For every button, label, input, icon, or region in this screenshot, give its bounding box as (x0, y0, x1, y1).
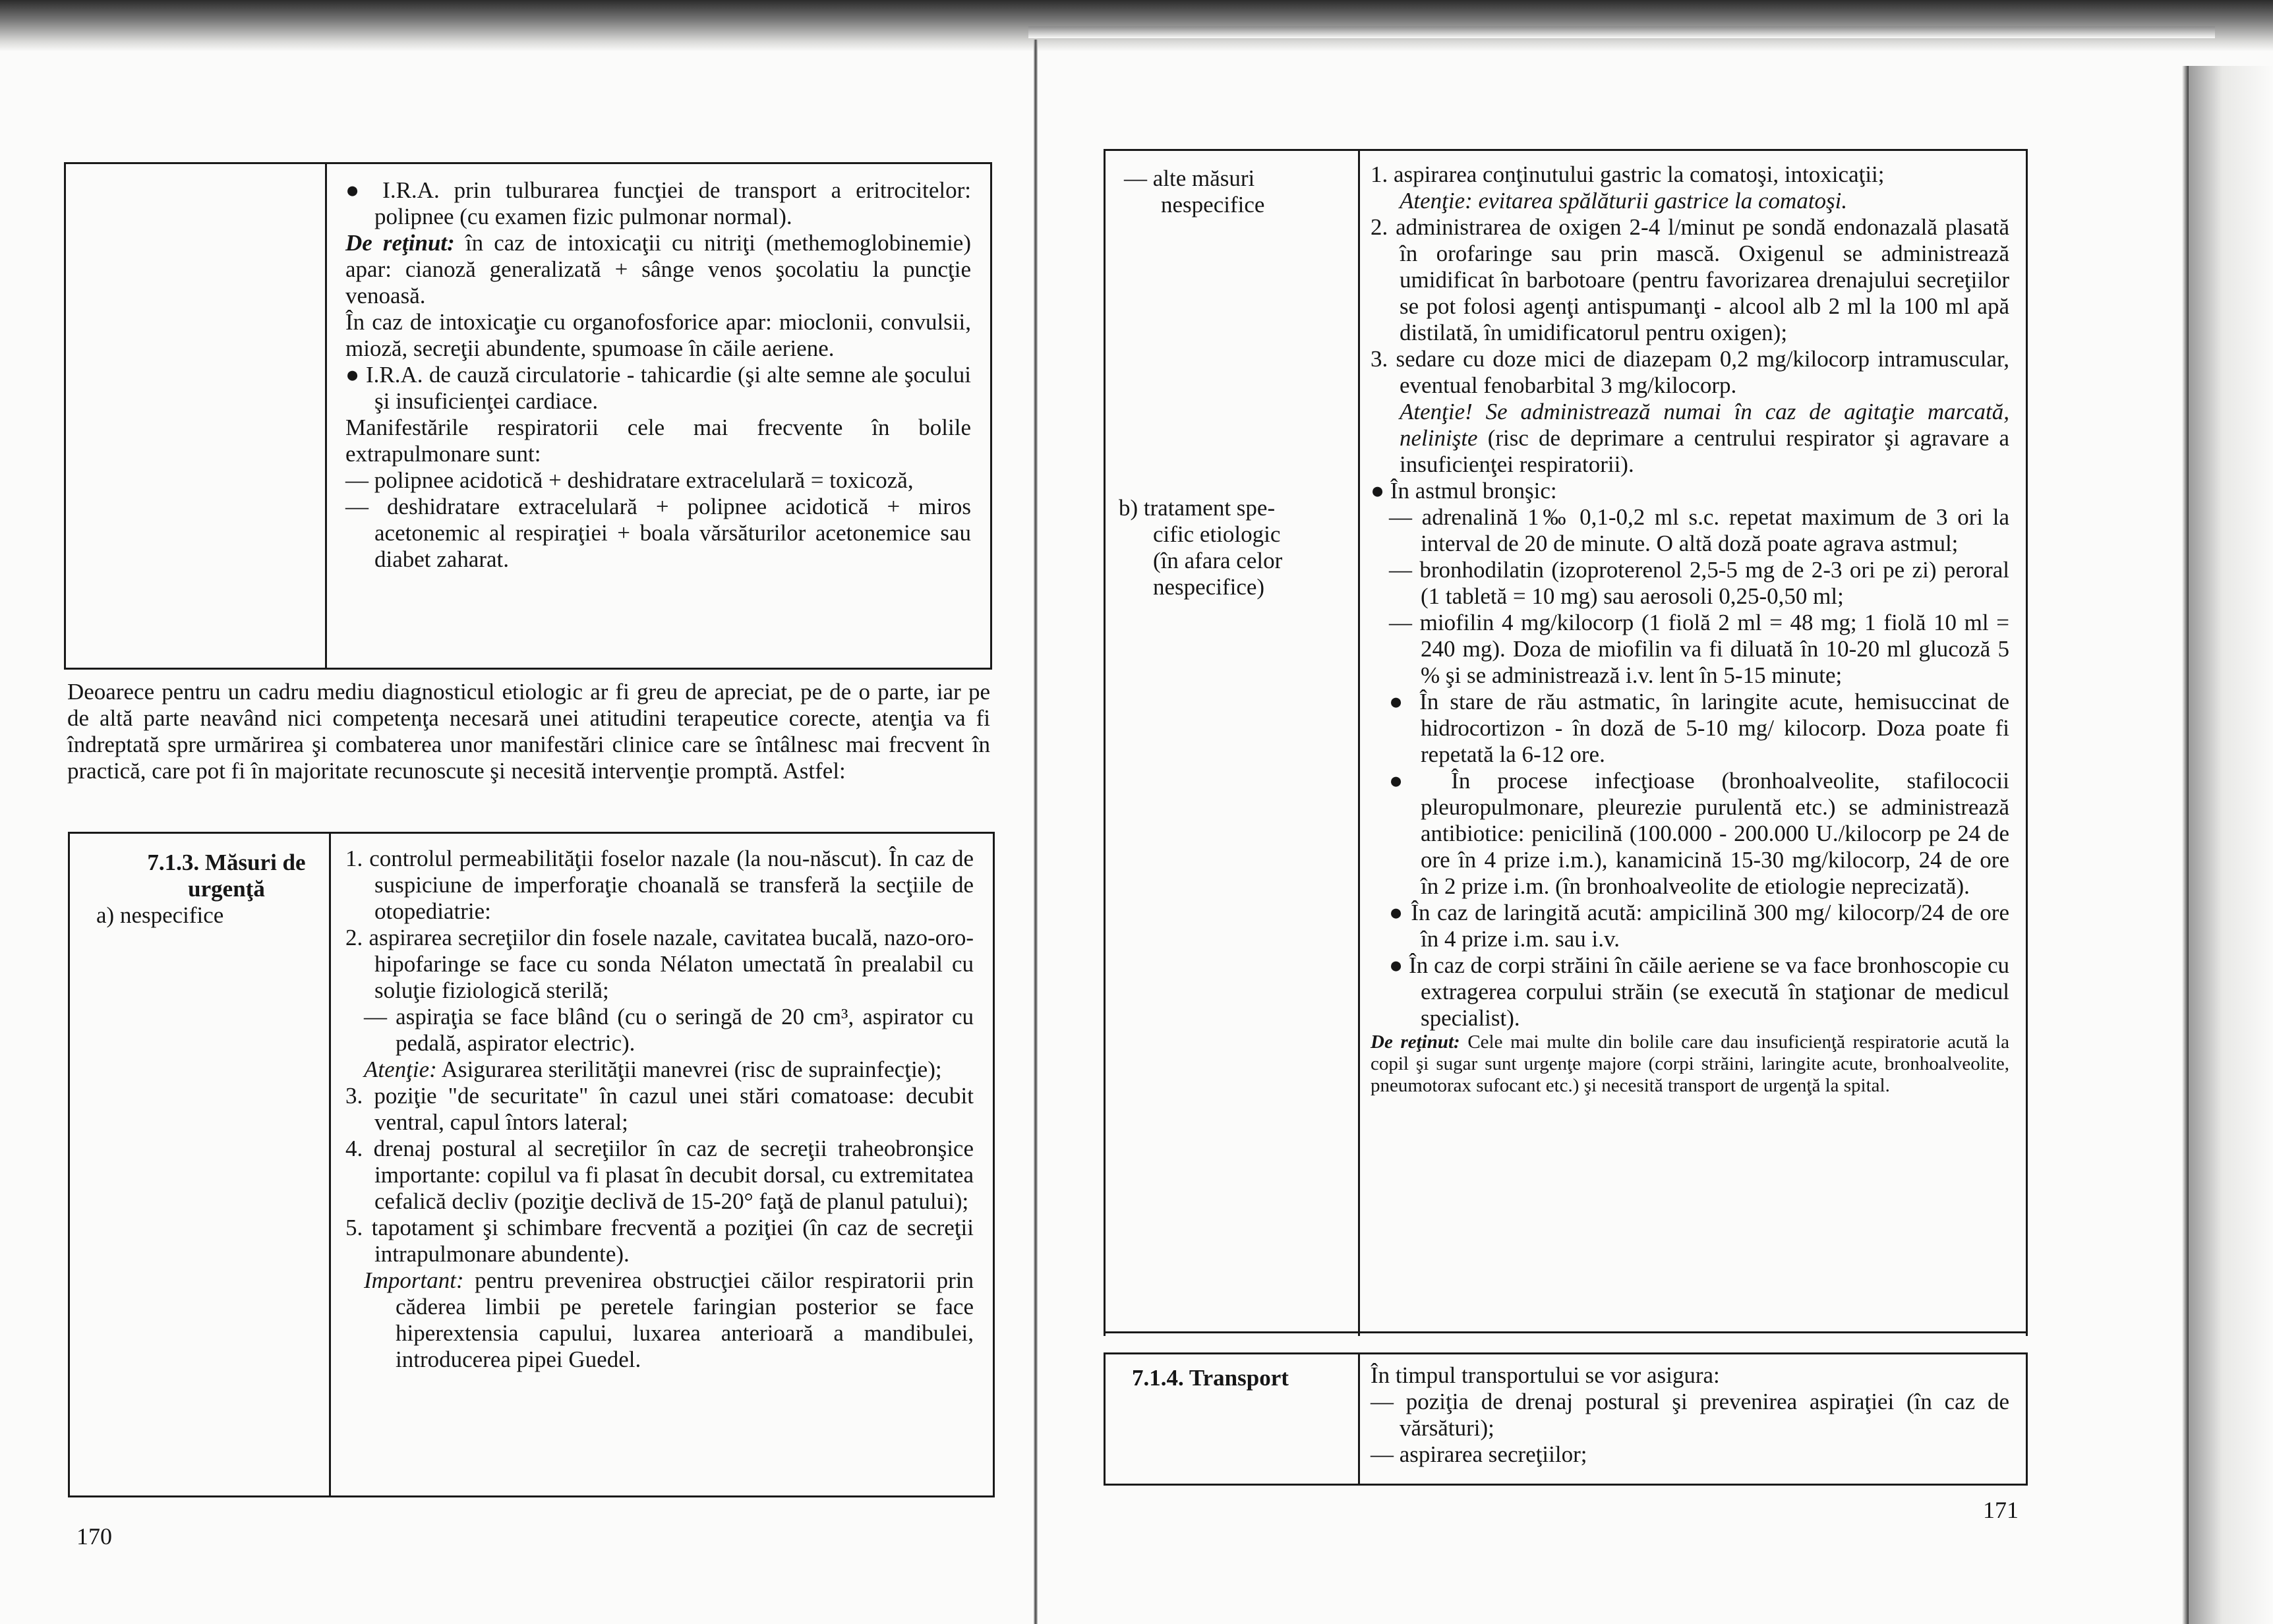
right-box-1-text (1360, 151, 2024, 1336)
left-box-1-left-col (66, 164, 327, 668)
page-edge-shadow (2182, 66, 2189, 1624)
text-line-lead: 3. sedare cu doze mici de diazepam 0,2 mg/kilocorp intramuscular, eventual fenobarbital 3 mg/kilocorp. (1371, 346, 2009, 398)
text-line-lead: ● I.R.A. de cauză circulatorie - tahicardie (şi alte semne ale şocului şi insuficienţei cardiace. (345, 362, 971, 414)
text-line (1371, 478, 2009, 504)
text-line (1371, 188, 2009, 214)
top-scan-shadow-right (1028, 26, 2215, 38)
text-line (1371, 1362, 2009, 1389)
text-line (1371, 504, 2009, 557)
text-line (345, 925, 974, 1004)
text-line-lead: ● În caz de corpi străini în căile aeriene se va face bronhoscopie cu extragerea corpului străin (se execută în staţionar de medicul specialist). (1389, 952, 2009, 1031)
left-box-1 (64, 162, 992, 670)
text-line (345, 1057, 974, 1083)
left-box-2-text (331, 834, 991, 1495)
text-line-rest: în caz de intoxicaţii cu nitriţi (methemoglobinemie) apar: cianoză generalizată + sânge venos şocolatiu la puncţie venoasă. (345, 230, 971, 308)
text-line (1371, 161, 2009, 188)
section-heading-7-1-3: 7.1.3. Măsuri de (147, 850, 306, 875)
text-line (1371, 1031, 2009, 1097)
left-box-1-text (327, 164, 988, 668)
label-tratament-l3: (în afara celor (1153, 548, 1283, 573)
text-line-lead: — miofilin 4 mg/kilocorp (1 fiolă 2 ml = 48 mg; 1 fiolă 10 ml = 240 mg). Doza de miofilin va fi diluată în 10-20 ml glucoză 5 % şi se administrează i.v. lent în 5-15 minute; (1389, 610, 2009, 688)
page-edge-stack (2189, 66, 2273, 1624)
subheading-nespecifice: a) nespecifice (96, 902, 224, 928)
text-line (345, 177, 971, 230)
text-line (1371, 399, 2009, 478)
text-line-lead: — bronhodilatin (izoproterenol 2,5-5 mg de 2-3 ori pe zi) peroral (1 tabletă = 10 mg) sau aerosoli 0,25-0,50 ml; (1389, 557, 2009, 609)
text-line-lead: Atenţie: (364, 1057, 437, 1082)
text-line-lead: — aspirarea secreţiilor; (1371, 1441, 1587, 1467)
section-heading-7-1-3-cont: urgenţă (188, 876, 265, 902)
text-line (1371, 768, 2009, 900)
text-line (345, 1083, 974, 1136)
text-line-lead: ● În astmul bronşic: (1371, 478, 1557, 504)
text-line-lead: — adrenalină 1‰ 0,1-0,2 ml s.c. repetat maximum de 3 ori la interval de 20 de minute. O altă doză poate agrava astmul; (1389, 504, 2009, 556)
label-alte-masuri (1119, 165, 1351, 218)
text-line-lead: 1. aspirarea conţinutului gastric la comatoşi, intoxicaţii; (1371, 161, 1885, 187)
label-alte-masuri-l1: — alte măsuri (1124, 165, 1255, 191)
text-line-lead: În timpul transportului se vor asigura: (1371, 1362, 1720, 1388)
right-box-1 (1104, 149, 2028, 1336)
text-line (345, 1267, 974, 1373)
text-line-lead: — poziţia de drenaj postural şi prevenirea aspiraţiei (în caz de vărsături); (1371, 1389, 2009, 1441)
text-line-lead: ● În procese infecţioase (bronhoalveolite, stafilococii pleuropulmonare, pleurezie purulentă etc.) se administrează antibiotice: penicilină (100.000 - 200.000 U./kilocorp pe 24 de ore în 4 prize i.m.), kanamicină 15-30 mg/kilocorp, 24 de ore în 2 prize i.m. (în bronhoalveolite de etiologie neprecizată). (1389, 768, 2009, 899)
left-box-2-left-col (70, 834, 331, 1495)
left-paragraph: Deoarece pentru un cadru mediu diagnosticul etiologic ar fi greu de apreciat, pe de o parte, iar pe de altă parte neavând nici competenţa necesară unei atitudini terapeutice corecte, atenţia va fi îndreptată spre urmărirea şi combaterea unor manifestări clinice care se întâlnesc mai frecvent în practică, care pot fi în majoritate recunoscute şi necesită intervenţie promptă. Astfel: (67, 679, 990, 784)
right-box-2 (1104, 1352, 2028, 1486)
text-line-lead: — deshidratare extracelulară + polipnee acidotică + miros acetonemic al respiraţiei + boala vărsăturilor acetonemice sau diabet zaharat. (345, 494, 971, 572)
book-gutter (1034, 40, 1038, 1624)
text-line-lead: 1. controlul permeabilităţii foselor nazale (la nou-născut). În caz de suspiciune de imperforaţie choanală se transferă la secţiile de otopediatrie: (345, 846, 974, 924)
text-line (1371, 346, 2009, 399)
label-tratament-specific (1119, 495, 1351, 600)
text-line (1371, 610, 2009, 689)
text-line-lead: 4. drenaj postural al secreţiilor în caz de secreţii traheobronşice importante: copilul va fi plasat în decubit dorsal, cu extremitatea cefalică decliv (poziţie declivă de 15-20° faţă de planul patului); (345, 1136, 974, 1214)
text-line (1371, 1389, 2009, 1441)
text-line (1371, 214, 2009, 346)
text-line-lead: — aspiraţia se face blând (cu o seringă de 20 cm³, aspirator cu pedală, aspirator electric). (364, 1004, 974, 1056)
text-line-lead: ● În stare de rău astmatic, în laringite acute, hemisuccinat de hidrocortizon - în doză de 5-10 mg/ kilocorp. Doza poate fi repetată la 6-12 ore. (1389, 689, 2009, 767)
text-line (1371, 1441, 2009, 1468)
text-line-rest: pentru prevenirea obstrucţiei căilor respiratorii prin căderea limbii pe peretele faringian posterior se face hiperextensia capului, luxarea anterioară a mandibulei, introducerea pipei Guedel. (396, 1267, 974, 1372)
text-line-lead: În caz de intoxicaţie cu organofosforice apar: mioclonii, convulsii, mioză, secreţii abundente, spumoase în căile aeriene. (345, 309, 971, 361)
text-line-lead: Important: (364, 1267, 464, 1293)
top-scan-shadow (0, 0, 2273, 51)
page-number-right: 171 (1983, 1497, 2019, 1523)
text-line-lead: Manifestările respiratorii cele mai frecvente în bolile extrapulmonare sunt: (345, 415, 971, 467)
text-line-rest: Asigurarea sterilităţii manevrei (risc de suprainfecţie); (436, 1057, 942, 1082)
text-line-rest: Cele mai multe din bolile care dau insuficienţă respiratorie acută la copil şi sugar sunt urgenţe majore (corpi străini, laringite acute, bronhoalveolite, pneumotorax sufocant etc.) şi necesită transport de urgenţă la spital. (1371, 1031, 2009, 1096)
text-line (1371, 900, 2009, 952)
left-box-2 (68, 832, 995, 1497)
page-number-left: 170 (76, 1523, 112, 1550)
text-line-lead: ● În caz de laringită acută: ampicilină 300 mg/ kilocorp/24 de ore în 4 prize i.m. sau i.v. (1389, 900, 2009, 952)
text-line (1371, 557, 2009, 610)
text-line (345, 467, 971, 494)
label-tratament-l4: nespecifice) (1153, 574, 1265, 600)
text-line-lead: De reţinut: (345, 230, 455, 256)
text-line-lead: Atenţie: evitarea spălăturii gastrice la comatoşi. (1400, 188, 1848, 214)
text-line (345, 1215, 974, 1267)
label-alte-masuri-l2: nespecifice (1161, 192, 1265, 218)
right-box-1-bottom-rule (1104, 1331, 2028, 1333)
text-line (1371, 689, 2009, 768)
text-line-lead: — polipnee acidotică + deshidratare extracelulară = toxicoză, (345, 467, 914, 493)
text-line-lead: 5. tapotament şi schimbare frecventă a poziţiei (în caz de secreţii intrapulmonare abundente). (345, 1215, 974, 1267)
text-line (345, 846, 974, 925)
text-line (345, 1004, 974, 1057)
right-box-1-left-col (1106, 151, 1360, 1336)
text-line-rest: (risc de deprimare a centrului respirator şi agravare a insuficienţei respiratorii). (1400, 425, 2009, 477)
text-line-lead: 2. aspirarea secreţiilor din fosele nazale, cavitatea bucală, nazo-oro-hipofaringe se face cu sonda Nélaton umectată în prealabil cu soluţie fiziologică sterilă; (345, 925, 974, 1003)
section-heading-7-1-4: 7.1.4. Transport (1132, 1365, 1289, 1391)
text-line (1371, 952, 2009, 1031)
text-line-lead: ● I.R.A. prin tulburarea funcţiei de transport a eritrocitelor: polipnee (cu examen fizic pulmonar normal). (345, 177, 971, 229)
right-box-2-left-col (1106, 1354, 1360, 1484)
text-line-lead: De reţinut: (1371, 1031, 1460, 1053)
text-line (345, 1136, 974, 1215)
text-line-lead: 2. administrarea de oxigen 2-4 l/minut pe sondă endonazală plasată în orofaringe sau prin mască. Oxigenul se administrează umidificat în barbotoare (pentru favorizarea drenajului secreţiilor se pot folosi agenţi antispumanţi - alcool alb 2 ml la 100 ml apă distilată, în umidificatorul pentru oxigen); (1371, 214, 2009, 345)
text-line (345, 415, 971, 467)
text-line (345, 494, 971, 573)
text-line-lead: Atenţie! Se administrează numai în caz de agitaţie marcată, nelinişte (1400, 399, 2009, 451)
text-line (345, 230, 971, 309)
right-box-2-text (1360, 1354, 2024, 1484)
label-tratament-l1: b) tratament spe- (1119, 495, 1276, 521)
text-line (345, 309, 971, 362)
label-tratament-l2: cific etiologic (1153, 521, 1281, 547)
text-line-lead: 3. poziţie "de securitate" în cazul unei stări comatoase: decubit ventral, capul întors lateral; (345, 1083, 974, 1135)
text-line (345, 362, 971, 415)
